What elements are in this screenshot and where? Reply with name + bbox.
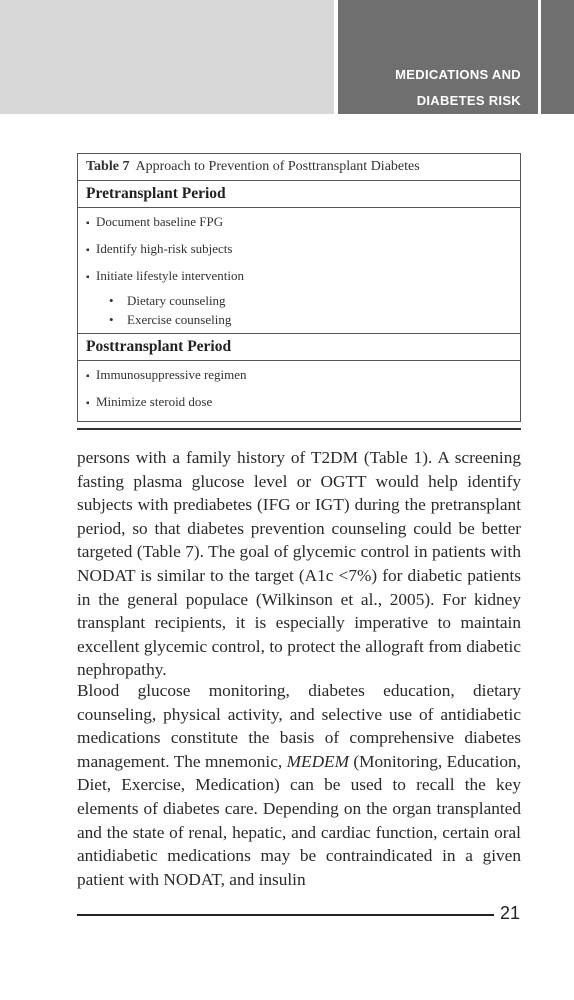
posttransplant-heading: Posttransplant Period bbox=[78, 334, 521, 361]
table-label: Table 7 bbox=[86, 159, 130, 174]
body-paragraph-2: Blood glucose monitoring, diabetes education, dietary counseling, physical activity, and selective use of antidiabetic medications constitute the basis of comprehensive diabetes management. The mnemonic, MEDEM (Monitoring, Education, Diet, Exercise, Medication) can be used to recall the key elements of diabetes care. Depending on the organ transplanted and the state of renal, hepatic, and cardiac function, certain oral antidiabetic medications may be contraindicated in a given patient with NODAT, and insulin bbox=[77, 681, 521, 889]
table-caption-row bbox=[78, 154, 521, 181]
section-divider bbox=[77, 428, 521, 430]
dot-bullet-icon: • bbox=[109, 312, 114, 327]
list-item: ▪ Document baseline FPG bbox=[86, 210, 512, 237]
mnemonic-emphasis: MEDEM bbox=[286, 751, 350, 771]
sub-list-item: • Dietary counseling bbox=[109, 293, 226, 308]
header-gray-block bbox=[0, 0, 334, 114]
table-caption: Approach to Prevention of Posttransplant Diabetes bbox=[135, 159, 420, 174]
square-bullet-icon: ▪ bbox=[86, 218, 90, 229]
header-edge-block bbox=[541, 0, 574, 114]
table-section-posttransplant bbox=[78, 334, 521, 361]
table-section-pretransplant bbox=[78, 181, 521, 208]
list-item: ▪ Minimize steroid dose bbox=[86, 390, 512, 417]
pretransplant-items-row bbox=[78, 208, 521, 334]
body-paragraph-1: persons with a family history of T2DM (Table 1). A screening fasting plasma glucose level or OGTT would help identify subjects with prediabetes (IFG or IGT) during the pretransplant period, so that diabetes prevention counseling could be better targeted (Table 7). The goal of glycemic control in patients with NODAT is similar to the target (A1c <7%) for diabetic patients in the general populace (Wilkinson et al., 2005). For kidney transplant recipients, it is especially imperative to maintain excellent glycemic control, to protect the allograft from diabetic nephropathy. bbox=[77, 448, 521, 680]
sub-list-item: • Exercise counseling bbox=[109, 312, 232, 327]
square-bullet-icon: ▪ bbox=[86, 398, 90, 409]
running-header-line2: DIABETES RISK bbox=[416, 93, 521, 108]
dot-bullet-icon: • bbox=[109, 293, 114, 308]
table-7 bbox=[77, 153, 521, 422]
posttransplant-items-row bbox=[78, 361, 521, 422]
running-header-line1: MEDICATIONS AND bbox=[395, 67, 521, 82]
square-bullet-icon: ▪ bbox=[86, 272, 90, 283]
footer-rule bbox=[77, 914, 494, 916]
square-bullet-icon: ▪ bbox=[86, 371, 90, 382]
list-item: ▪ Initiate lifestyle intervention bbox=[86, 264, 512, 291]
list-item: ▪ Identify high-risk subjects bbox=[86, 237, 512, 264]
square-bullet-icon: ▪ bbox=[86, 245, 90, 256]
running-header bbox=[395, 62, 521, 114]
page-number: 21 bbox=[500, 903, 521, 923]
list-item: ▪ Immunosuppressive regimen bbox=[86, 363, 512, 390]
pretransplant-heading: Pretransplant Period bbox=[78, 181, 521, 208]
